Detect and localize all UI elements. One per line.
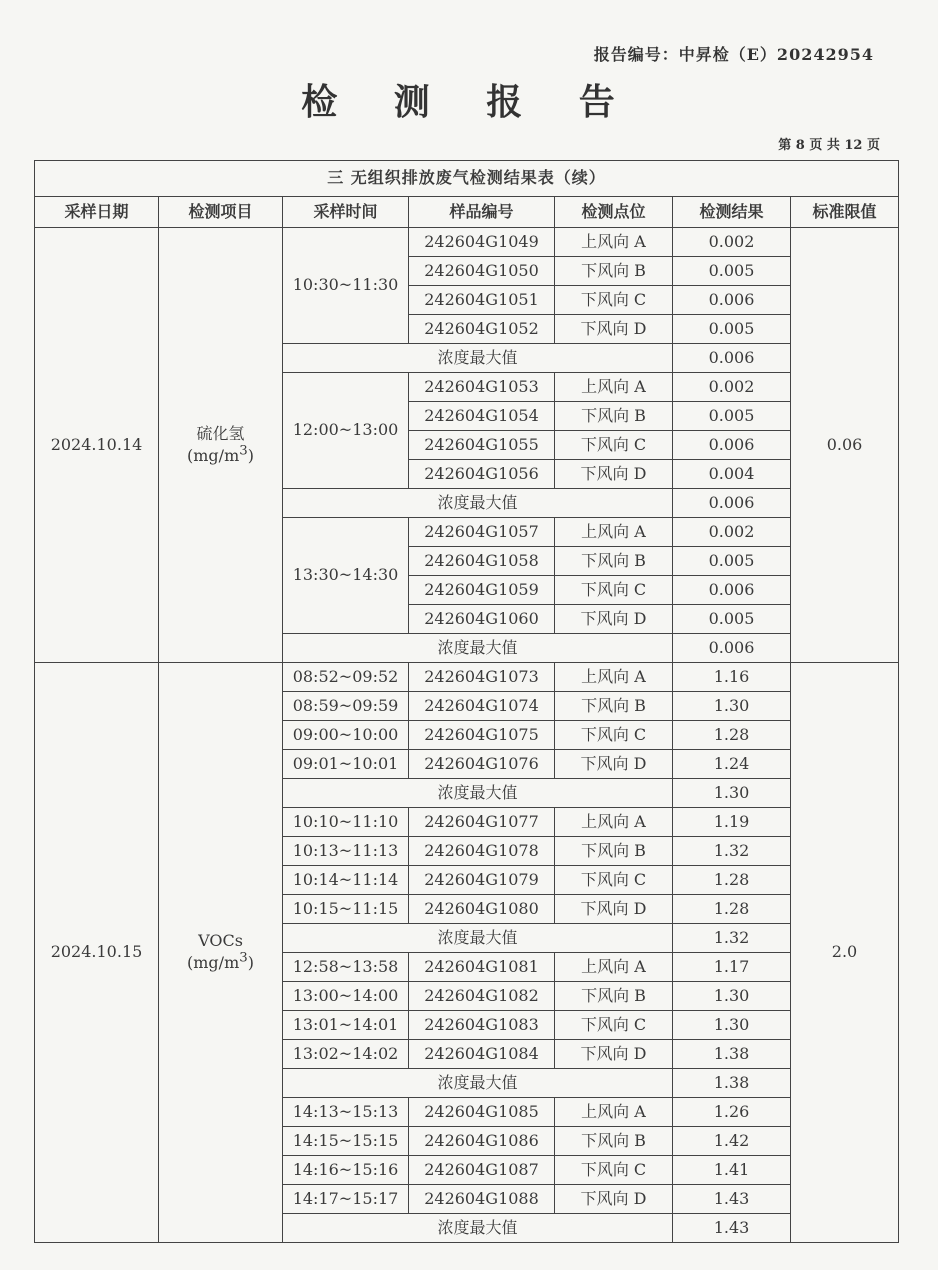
monitoring-point-cell: 上风向 A — [555, 518, 673, 547]
table-row — [35, 663, 899, 692]
monitoring-point-cell: 下风向 C — [555, 576, 673, 605]
sampling-time-cell: 14:16~15:16 — [283, 1156, 409, 1185]
result-cell: 1.26 — [673, 1098, 791, 1127]
monitoring-point-cell: 下风向 B — [555, 692, 673, 721]
sampling-time-cell: 14:13~15:13 — [283, 1098, 409, 1127]
max-concentration-label: 浓度最大值 — [283, 344, 673, 373]
result-cell: 0.005 — [673, 257, 791, 286]
section-title-row — [35, 161, 899, 197]
monitoring-point-cell: 上风向 A — [555, 953, 673, 982]
sample-id-cell: 242604G1078 — [409, 837, 555, 866]
result-cell: 1.28 — [673, 895, 791, 924]
monitoring-point-cell: 上风向 A — [555, 808, 673, 837]
monitoring-point-cell: 下风向 D — [555, 1040, 673, 1069]
monitoring-point-cell: 下风向 B — [555, 402, 673, 431]
sample-id-cell: 242604G1077 — [409, 808, 555, 837]
column-header: 采样日期 — [35, 197, 159, 228]
results-table-body — [35, 228, 899, 1243]
results-table — [34, 160, 899, 1243]
max-concentration-label: 浓度最大值 — [283, 779, 673, 808]
monitoring-point-cell: 下风向 D — [555, 605, 673, 634]
sample-id-cell: 242604G1073 — [409, 663, 555, 692]
monitoring-point-cell: 下风向 D — [555, 315, 673, 344]
sample-id-cell: 242604G1082 — [409, 982, 555, 1011]
sample-id-cell: 242604G1056 — [409, 460, 555, 489]
sample-id-cell: 242604G1060 — [409, 605, 555, 634]
monitoring-point-cell: 下风向 B — [555, 257, 673, 286]
page-indicator: 第 8 页 共 12 页 — [778, 138, 880, 153]
monitoring-point-cell: 下风向 B — [555, 1127, 673, 1156]
result-cell: 1.17 — [673, 953, 791, 982]
column-header: 采样时间 — [283, 197, 409, 228]
sampling-time-cell: 12:00~13:00 — [283, 373, 409, 489]
sampling-time-cell: 13:01~14:01 — [283, 1011, 409, 1040]
result-cell: 0.002 — [673, 518, 791, 547]
max-concentration-value: 1.38 — [673, 1069, 791, 1098]
result-cell: 0.005 — [673, 402, 791, 431]
sample-id-cell: 242604G1083 — [409, 1011, 555, 1040]
sample-id-cell: 242604G1088 — [409, 1185, 555, 1214]
result-cell: 1.32 — [673, 837, 791, 866]
result-cell: 1.43 — [673, 1185, 791, 1214]
result-cell: 1.41 — [673, 1156, 791, 1185]
sampling-time-cell: 09:01~10:01 — [283, 750, 409, 779]
sampling-time-cell: 12:58~13:58 — [283, 953, 409, 982]
sampling-time-cell: 10:10~11:10 — [283, 808, 409, 837]
column-header: 标准限值 — [791, 197, 899, 228]
standard-limit-cell: 2.0 — [791, 663, 899, 1243]
sample-id-cell: 242604G1049 — [409, 228, 555, 257]
sampling-time-cell: 14:17~15:17 — [283, 1185, 409, 1214]
sampling-time-cell: 13:02~14:02 — [283, 1040, 409, 1069]
sample-id-cell: 242604G1081 — [409, 953, 555, 982]
sampling-time-cell: 13:00~14:00 — [283, 982, 409, 1011]
result-cell: 1.30 — [673, 982, 791, 1011]
result-cell: 1.24 — [673, 750, 791, 779]
result-cell: 1.38 — [673, 1040, 791, 1069]
sample-id-cell: 242604G1085 — [409, 1098, 555, 1127]
monitoring-point-cell: 下风向 C — [555, 866, 673, 895]
monitoring-point-cell: 下风向 C — [555, 721, 673, 750]
page-title: 检 测 报 告 — [301, 81, 637, 123]
test-item-unit: $(mg/m^3)$ — [187, 950, 254, 973]
test-item-unit: $(mg/m^3)$ — [187, 443, 254, 465]
monitoring-point-cell: 下风向 B — [555, 837, 673, 866]
sample-id-cell: 242604G1055 — [409, 431, 555, 460]
sample-id-cell: 242604G1084 — [409, 1040, 555, 1069]
result-cell: 0.005 — [673, 315, 791, 344]
sampling-time-cell: 13:30~14:30 — [283, 518, 409, 634]
result-cell: 0.006 — [673, 576, 791, 605]
monitoring-point-cell: 下风向 C — [555, 286, 673, 315]
sampling-date-cell: 2024.10.15 — [35, 663, 159, 1243]
max-concentration-value: 0.006 — [673, 344, 791, 373]
max-concentration-value: 0.006 — [673, 634, 791, 663]
monitoring-point-cell: 下风向 D — [555, 895, 673, 924]
sample-id-cell: 242604G1079 — [409, 866, 555, 895]
monitoring-point-cell: 下风向 C — [555, 1011, 673, 1040]
sampling-time-cell: 10:14~11:14 — [283, 866, 409, 895]
monitoring-point-cell: 下风向 D — [555, 460, 673, 489]
monitoring-point-cell: 下风向 C — [555, 431, 673, 460]
monitoring-point-cell: 上风向 A — [555, 228, 673, 257]
result-cell: 1.30 — [673, 692, 791, 721]
sample-id-cell: 242604G1087 — [409, 1156, 555, 1185]
max-concentration-label: 浓度最大值 — [283, 634, 673, 663]
sampling-time-cell: 08:52~09:52 — [283, 663, 409, 692]
sample-id-cell: 242604G1052 — [409, 315, 555, 344]
sample-id-cell: 242604G1051 — [409, 286, 555, 315]
monitoring-point-cell: 上风向 A — [555, 1098, 673, 1127]
monitoring-point-cell: 上风向 A — [555, 663, 673, 692]
monitoring-point-cell: 下风向 D — [555, 750, 673, 779]
sample-id-cell: 242604G1057 — [409, 518, 555, 547]
sampling-time-cell: 14:15~15:15 — [283, 1127, 409, 1156]
max-concentration-label: 浓度最大值 — [283, 924, 673, 953]
column-header: 检测项目 — [159, 197, 283, 228]
sampling-time-cell: 10:15~11:15 — [283, 895, 409, 924]
sample-id-cell: 242604G1053 — [409, 373, 555, 402]
result-cell: 0.002 — [673, 373, 791, 402]
sample-id-cell: 242604G1074 — [409, 692, 555, 721]
table-row — [35, 228, 899, 257]
report-number: 报告编号：中昇检（E）20242954 — [593, 45, 874, 64]
sampling-time-cell: 08:59~09:59 — [283, 692, 409, 721]
test-item-cell — [159, 228, 283, 663]
result-cell: 1.19 — [673, 808, 791, 837]
max-concentration-label: 浓度最大值 — [283, 1069, 673, 1098]
sampling-time-cell: 10:13~11:13 — [283, 837, 409, 866]
sample-id-cell: 242604G1075 — [409, 721, 555, 750]
test-item-cell — [159, 663, 283, 1243]
test-item-name: 硫化氢 — [196, 423, 245, 443]
section-title: 三 无组织排放废气检测结果表（续） — [35, 161, 899, 197]
column-header: 样品编号 — [409, 197, 555, 228]
result-cell: 1.16 — [673, 663, 791, 692]
sample-id-cell: 242604G1050 — [409, 257, 555, 286]
sample-id-cell: 242604G1054 — [409, 402, 555, 431]
result-cell: 0.006 — [673, 431, 791, 460]
result-cell: 1.42 — [673, 1127, 791, 1156]
monitoring-point-cell: 下风向 C — [555, 1156, 673, 1185]
sample-id-cell: 242604G1080 — [409, 895, 555, 924]
standard-limit-cell: 0.06 — [791, 228, 899, 663]
sample-id-cell: 242604G1058 — [409, 547, 555, 576]
column-header: 检测点位 — [555, 197, 673, 228]
monitoring-point-cell: 下风向 D — [555, 1185, 673, 1214]
column-header: 检测结果 — [673, 197, 791, 228]
monitoring-point-cell: 上风向 A — [555, 373, 673, 402]
result-cell: 1.30 — [673, 1011, 791, 1040]
result-cell: 0.002 — [673, 228, 791, 257]
result-cell: 0.004 — [673, 460, 791, 489]
result-cell: 0.006 — [673, 286, 791, 315]
result-cell: 0.005 — [673, 547, 791, 576]
max-concentration-value: 0.006 — [673, 489, 791, 518]
max-concentration-label: 浓度最大值 — [283, 489, 673, 518]
max-concentration-value: 1.32 — [673, 924, 791, 953]
result-cell: 0.005 — [673, 605, 791, 634]
max-concentration-label: 浓度最大值 — [283, 1214, 673, 1243]
sampling-date-cell: 2024.10.14 — [35, 228, 159, 663]
max-concentration-value: 1.30 — [673, 779, 791, 808]
sample-id-cell: 242604G1076 — [409, 750, 555, 779]
column-header-row — [35, 197, 899, 228]
monitoring-point-cell: 下风向 B — [555, 547, 673, 576]
result-cell: 1.28 — [673, 866, 791, 895]
test-item-name: VOCs — [198, 931, 243, 951]
max-concentration-value: 1.43 — [673, 1214, 791, 1243]
result-cell: 1.28 — [673, 721, 791, 750]
sample-id-cell: 242604G1059 — [409, 576, 555, 605]
sample-id-cell: 242604G1086 — [409, 1127, 555, 1156]
monitoring-point-cell: 下风向 B — [555, 982, 673, 1011]
sampling-time-cell: 09:00~10:00 — [283, 721, 409, 750]
sampling-time-cell: 10:30~11:30 — [283, 228, 409, 344]
